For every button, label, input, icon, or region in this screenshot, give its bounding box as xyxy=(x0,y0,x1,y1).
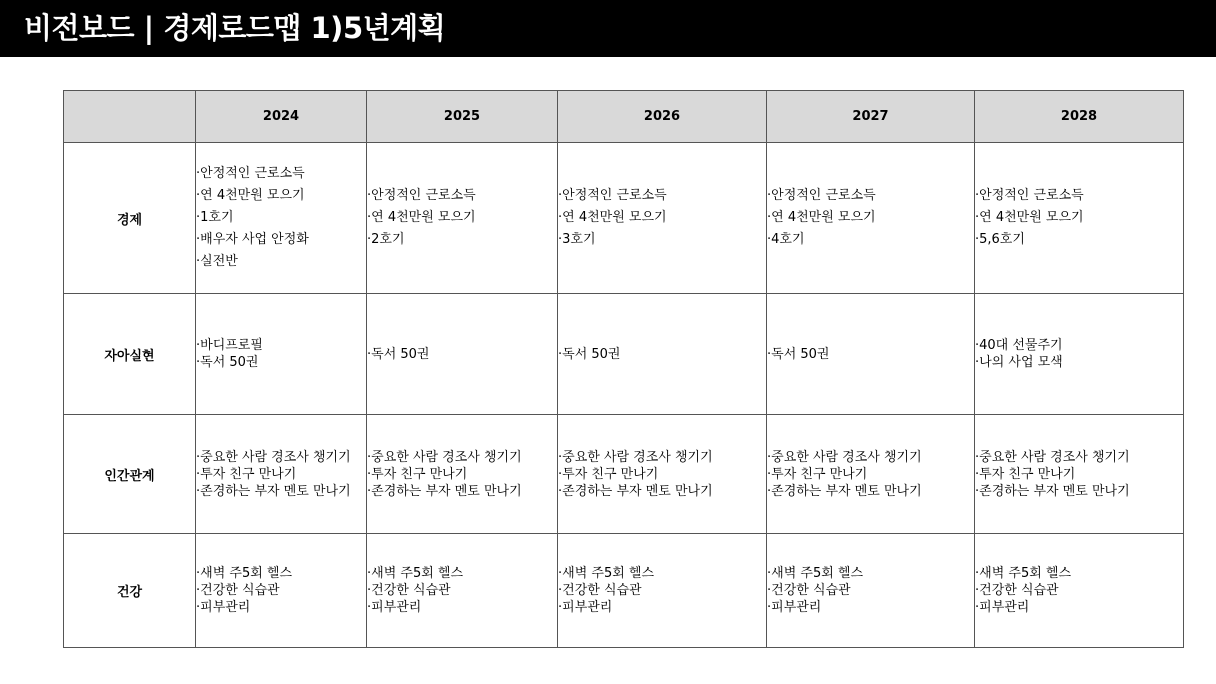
plan-item: ·건강한 식습관 xyxy=(767,583,851,598)
plan-item: ·존경하는 부자 멘토 만나기 xyxy=(975,483,1130,499)
plan-item: ·새벽 주5회 헬스 xyxy=(975,566,1072,581)
plan-item: ·중요한 사람 경조사 챙기기 xyxy=(767,449,922,465)
row-label: 자아실현 xyxy=(64,294,196,415)
table-cell xyxy=(196,143,367,294)
plan-item: ·건강한 식습관 xyxy=(367,583,451,598)
table-cell xyxy=(975,534,1184,648)
year-header: 2027 xyxy=(767,91,975,143)
table-cell xyxy=(558,294,767,415)
plan-item: ·중요한 사람 경조사 챙기기 xyxy=(367,449,522,465)
table-cell xyxy=(367,143,558,294)
table-cell xyxy=(196,294,367,415)
plan-item: ·안정적인 근로소득 xyxy=(558,188,667,203)
plan-item: ·새벽 주5회 헬스 xyxy=(558,566,655,581)
row-label: 건강 xyxy=(64,534,196,648)
table-row xyxy=(64,143,1184,294)
plan-item: ·존경하는 부자 멘토 만나기 xyxy=(196,483,351,499)
plan-item: ·새벽 주5회 헬스 xyxy=(367,566,464,581)
plan-item: ·안정적인 근로소득 xyxy=(367,188,476,203)
plan-item: ·독서 50권 xyxy=(558,346,621,362)
plan-item: ·중요한 사람 경조사 챙기기 xyxy=(558,449,713,465)
plan-item: ·존경하는 부자 멘토 만나기 xyxy=(767,483,922,499)
plan-item: ·독서 50권 xyxy=(767,346,830,362)
plan-item: ·피부관리 xyxy=(558,600,613,615)
table-cell xyxy=(767,534,975,648)
table-cell xyxy=(975,415,1184,534)
plan-item: ·실전반 xyxy=(196,254,238,269)
table-cell xyxy=(196,534,367,648)
table-row xyxy=(64,415,1184,534)
title-bar xyxy=(0,0,1216,57)
table-cell xyxy=(558,534,767,648)
table-cell xyxy=(367,534,558,648)
plan-item: ·건강한 식습관 xyxy=(558,583,642,598)
table-cell xyxy=(767,415,975,534)
table-cell xyxy=(196,415,367,534)
table-row xyxy=(64,294,1184,415)
plan-item: ·중요한 사람 경조사 챙기기 xyxy=(196,449,351,465)
plan-item: ·피부관리 xyxy=(767,600,822,615)
plan-item: ·새벽 주5회 헬스 xyxy=(767,566,864,581)
plan-item: ·건강한 식습관 xyxy=(196,583,280,598)
year-header: 2024 xyxy=(196,91,367,143)
plan-item: ·피부관리 xyxy=(367,600,422,615)
plan-item: ·40대 선물주기 xyxy=(975,338,1063,353)
plan-item: ·존경하는 부자 멘토 만나기 xyxy=(558,483,713,499)
year-header: 2025 xyxy=(367,91,558,143)
plan-item: ·바디프로필 xyxy=(196,338,263,353)
plan-item: ·연 4천만원 모으기 xyxy=(975,210,1084,225)
plan-item: ·독서 50권 xyxy=(367,346,430,362)
plan-item: ·독서 50권 xyxy=(196,355,259,370)
plan-item: ·투자 친구 만나기 xyxy=(196,466,297,482)
plan-item: ·연 4천만원 모으기 xyxy=(767,210,876,225)
plan-item: ·연 4천만원 모으기 xyxy=(196,188,305,203)
year-header: 2028 xyxy=(975,91,1184,143)
plan-item: ·투자 친구 만나기 xyxy=(558,466,659,482)
table-row xyxy=(64,534,1184,648)
plan-item: ·투자 친구 만나기 xyxy=(367,466,468,482)
plan-item: ·안정적인 근로소득 xyxy=(767,188,876,203)
plan-item: ·건강한 식습관 xyxy=(975,583,1059,598)
header-corner-cell xyxy=(64,91,196,143)
table-cell xyxy=(558,415,767,534)
roadmap-table xyxy=(63,90,1184,648)
page-title: 비전보드 | 경제로드맵 1)5년계획 xyxy=(24,11,446,45)
table-cell xyxy=(767,294,975,415)
plan-item: ·안정적인 근로소득 xyxy=(196,166,305,181)
table-cell xyxy=(975,143,1184,294)
plan-item: ·존경하는 부자 멘토 만나기 xyxy=(367,483,522,499)
row-label: 경제 xyxy=(64,143,196,294)
row-label: 인간관계 xyxy=(64,415,196,534)
table-cell xyxy=(558,143,767,294)
plan-item: ·3호기 xyxy=(558,232,596,247)
year-header: 2026 xyxy=(558,91,767,143)
plan-item: ·1호기 xyxy=(196,210,234,225)
plan-item: ·2호기 xyxy=(367,232,405,247)
plan-item: ·피부관리 xyxy=(196,600,251,615)
plan-item: ·안정적인 근로소득 xyxy=(975,188,1084,203)
table-cell xyxy=(975,294,1184,415)
plan-item: ·연 4천만원 모으기 xyxy=(558,210,667,225)
table-cell xyxy=(367,415,558,534)
table-cell xyxy=(767,143,975,294)
plan-item: ·5,6호기 xyxy=(975,232,1025,247)
plan-item: ·투자 친구 만나기 xyxy=(767,466,868,482)
plan-item: ·새벽 주5회 헬스 xyxy=(196,566,293,581)
plan-item: ·4호기 xyxy=(767,232,805,247)
table-cell xyxy=(367,294,558,415)
plan-item: ·배우자 사업 안정화 xyxy=(196,232,309,247)
plan-item: ·나의 사업 모색 xyxy=(975,355,1063,370)
plan-item: ·피부관리 xyxy=(975,600,1030,615)
plan-item: ·연 4천만원 모으기 xyxy=(367,210,476,225)
plan-item: ·투자 친구 만나기 xyxy=(975,466,1076,482)
plan-item: ·중요한 사람 경조사 챙기기 xyxy=(975,449,1130,465)
table-header-row xyxy=(64,91,1184,143)
